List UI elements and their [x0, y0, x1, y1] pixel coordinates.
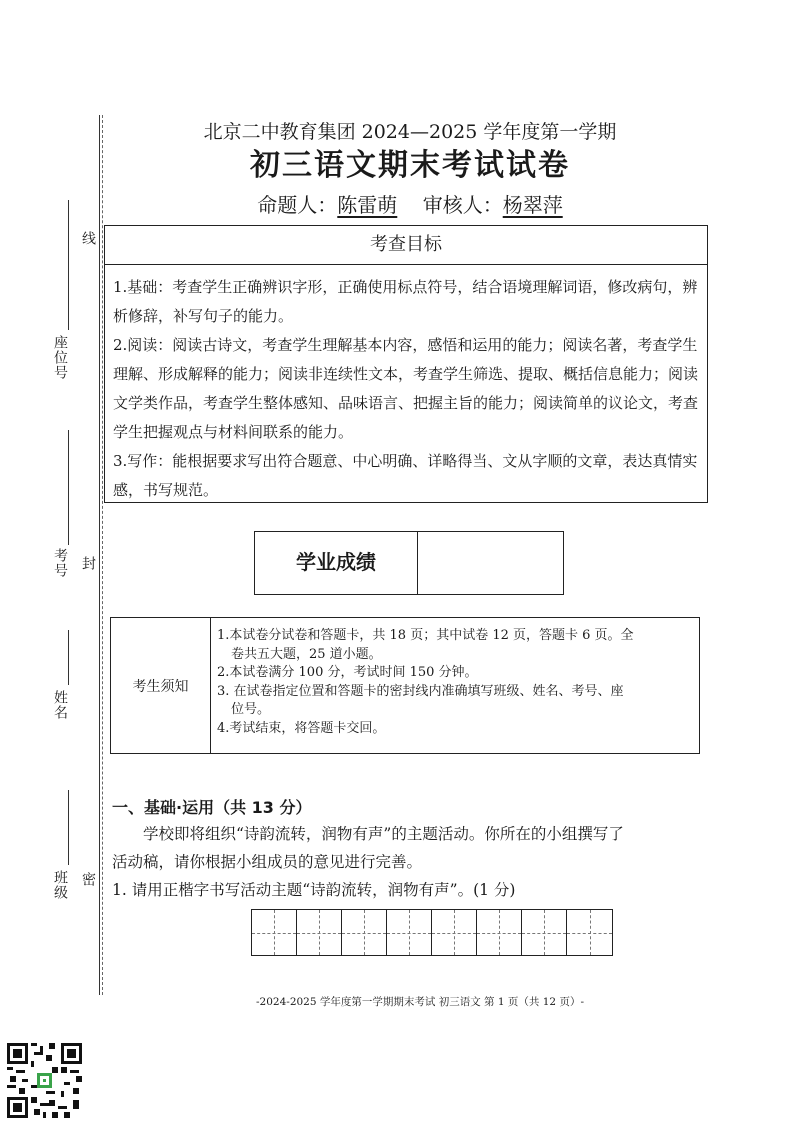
grid-cell[interactable]	[477, 910, 522, 955]
goals-box	[104, 225, 708, 503]
candidate-notice-box	[110, 617, 700, 754]
grid-cell[interactable]	[387, 910, 432, 955]
reviewer-label: 审核人：	[422, 193, 503, 217]
exam-number-label: 考号	[52, 548, 68, 578]
margin-seal-char: 封	[80, 556, 96, 571]
author-line	[100, 189, 720, 218]
grid-cell[interactable]	[432, 910, 477, 955]
goals-body	[105, 265, 707, 505]
section-1-intro-line1: 学校即将组织“诗韵流转，润物有声”的主题活动。你所在的小组撰写了	[143, 825, 624, 843]
seat-number-field[interactable]	[68, 200, 69, 330]
score-label: 学业成绩	[255, 532, 418, 594]
seat-number-label: 座位号	[52, 335, 68, 380]
score-box	[254, 531, 564, 595]
grid-cell[interactable]	[567, 910, 612, 955]
margin-line-char: 线	[80, 231, 96, 246]
reviewer-name: 杨翠萍	[502, 193, 563, 217]
grid-cell[interactable]	[252, 910, 297, 955]
section-1-heading: 一、基础·运用（共 13 分）	[112, 798, 312, 817]
goal-item-reading: 2.阅读：阅读古诗文，考查学生理解基本内容，感悟和运用的能力；阅读名著，考查学生理解、形成解释的能力；阅读非连续性文本，考查学生筛选、提取、概括信息能力；阅读文学类作品，考查学生整体感知、品味语言、把握主旨的能力；阅读简单的议论文，考查学生把握观点与材料间联系的能力。	[113, 336, 699, 441]
notice-item-4: 4.考试结束，将答题卡交回。	[217, 720, 386, 736]
notice-item-3a: 3. 在试卷指定位置和答题卡的密封线内准确填写班级、姓名、考号、座	[217, 683, 624, 699]
setter-label: 命题人：	[257, 193, 338, 217]
notice-item-1b: 卷共五大题，25 道小题。	[231, 646, 382, 662]
notice-label: 考生须知	[111, 618, 211, 753]
goals-heading: 考查目标	[105, 226, 707, 265]
name-field[interactable]	[68, 630, 69, 685]
goal-item-writing: 3.写作：能根据要求写出符合题意、中心明确、详略得当、文从字顺的文章，表达真情实感，书写规范。	[113, 452, 698, 499]
notice-body	[211, 618, 699, 753]
notice-item-3b: 位号。	[231, 702, 271, 717]
grid-cell[interactable]	[522, 910, 567, 955]
margin-secret-char: 密	[80, 872, 96, 887]
binding-line	[99, 115, 100, 995]
grid-cell[interactable]	[297, 910, 342, 955]
exam-title: 初三语文期末考试试卷	[250, 148, 570, 183]
notice-item-1a: 1.本试卷分试卷和答题卡，共 18 页；其中试卷 12 页，答题卡 6 页。全	[217, 628, 634, 643]
setter-name: 陈雷萌	[337, 193, 398, 217]
seal-dashed-line	[102, 115, 103, 995]
question-1: 1. 请用正楷字书写活动主题“诗韵流转，润物有声”。(1 分)	[112, 881, 516, 899]
score-value-field[interactable]	[418, 532, 563, 594]
class-label: 班级	[52, 870, 68, 900]
grid-cell[interactable]	[342, 910, 387, 955]
qr-code-image	[7, 1043, 82, 1118]
page-footer: -2024-2025 学年度第一学期期末考试 初三语文 第 1 页（共 12 页）-	[256, 996, 584, 1008]
name-label: 姓名	[52, 690, 68, 720]
class-field[interactable]	[68, 790, 69, 865]
exam-number-field[interactable]	[68, 430, 69, 545]
section-1-intro-line2: 活动稿，请你根据小组成员的意见进行完善。	[112, 853, 423, 871]
goal-item-basics: 1.基础：考查学生正确辨识字形，正确使用标点符号，结合语境理解词语，修改病句，辨析修辞，补写句子的能力。	[113, 278, 698, 325]
handwriting-grid[interactable]	[251, 909, 613, 956]
notice-item-2: 2.本试卷满分 100 分，考试时间 150 分钟。	[217, 665, 478, 680]
school-term-line: 北京二中教育集团 2024—2025 学年度第一学期	[203, 121, 617, 143]
